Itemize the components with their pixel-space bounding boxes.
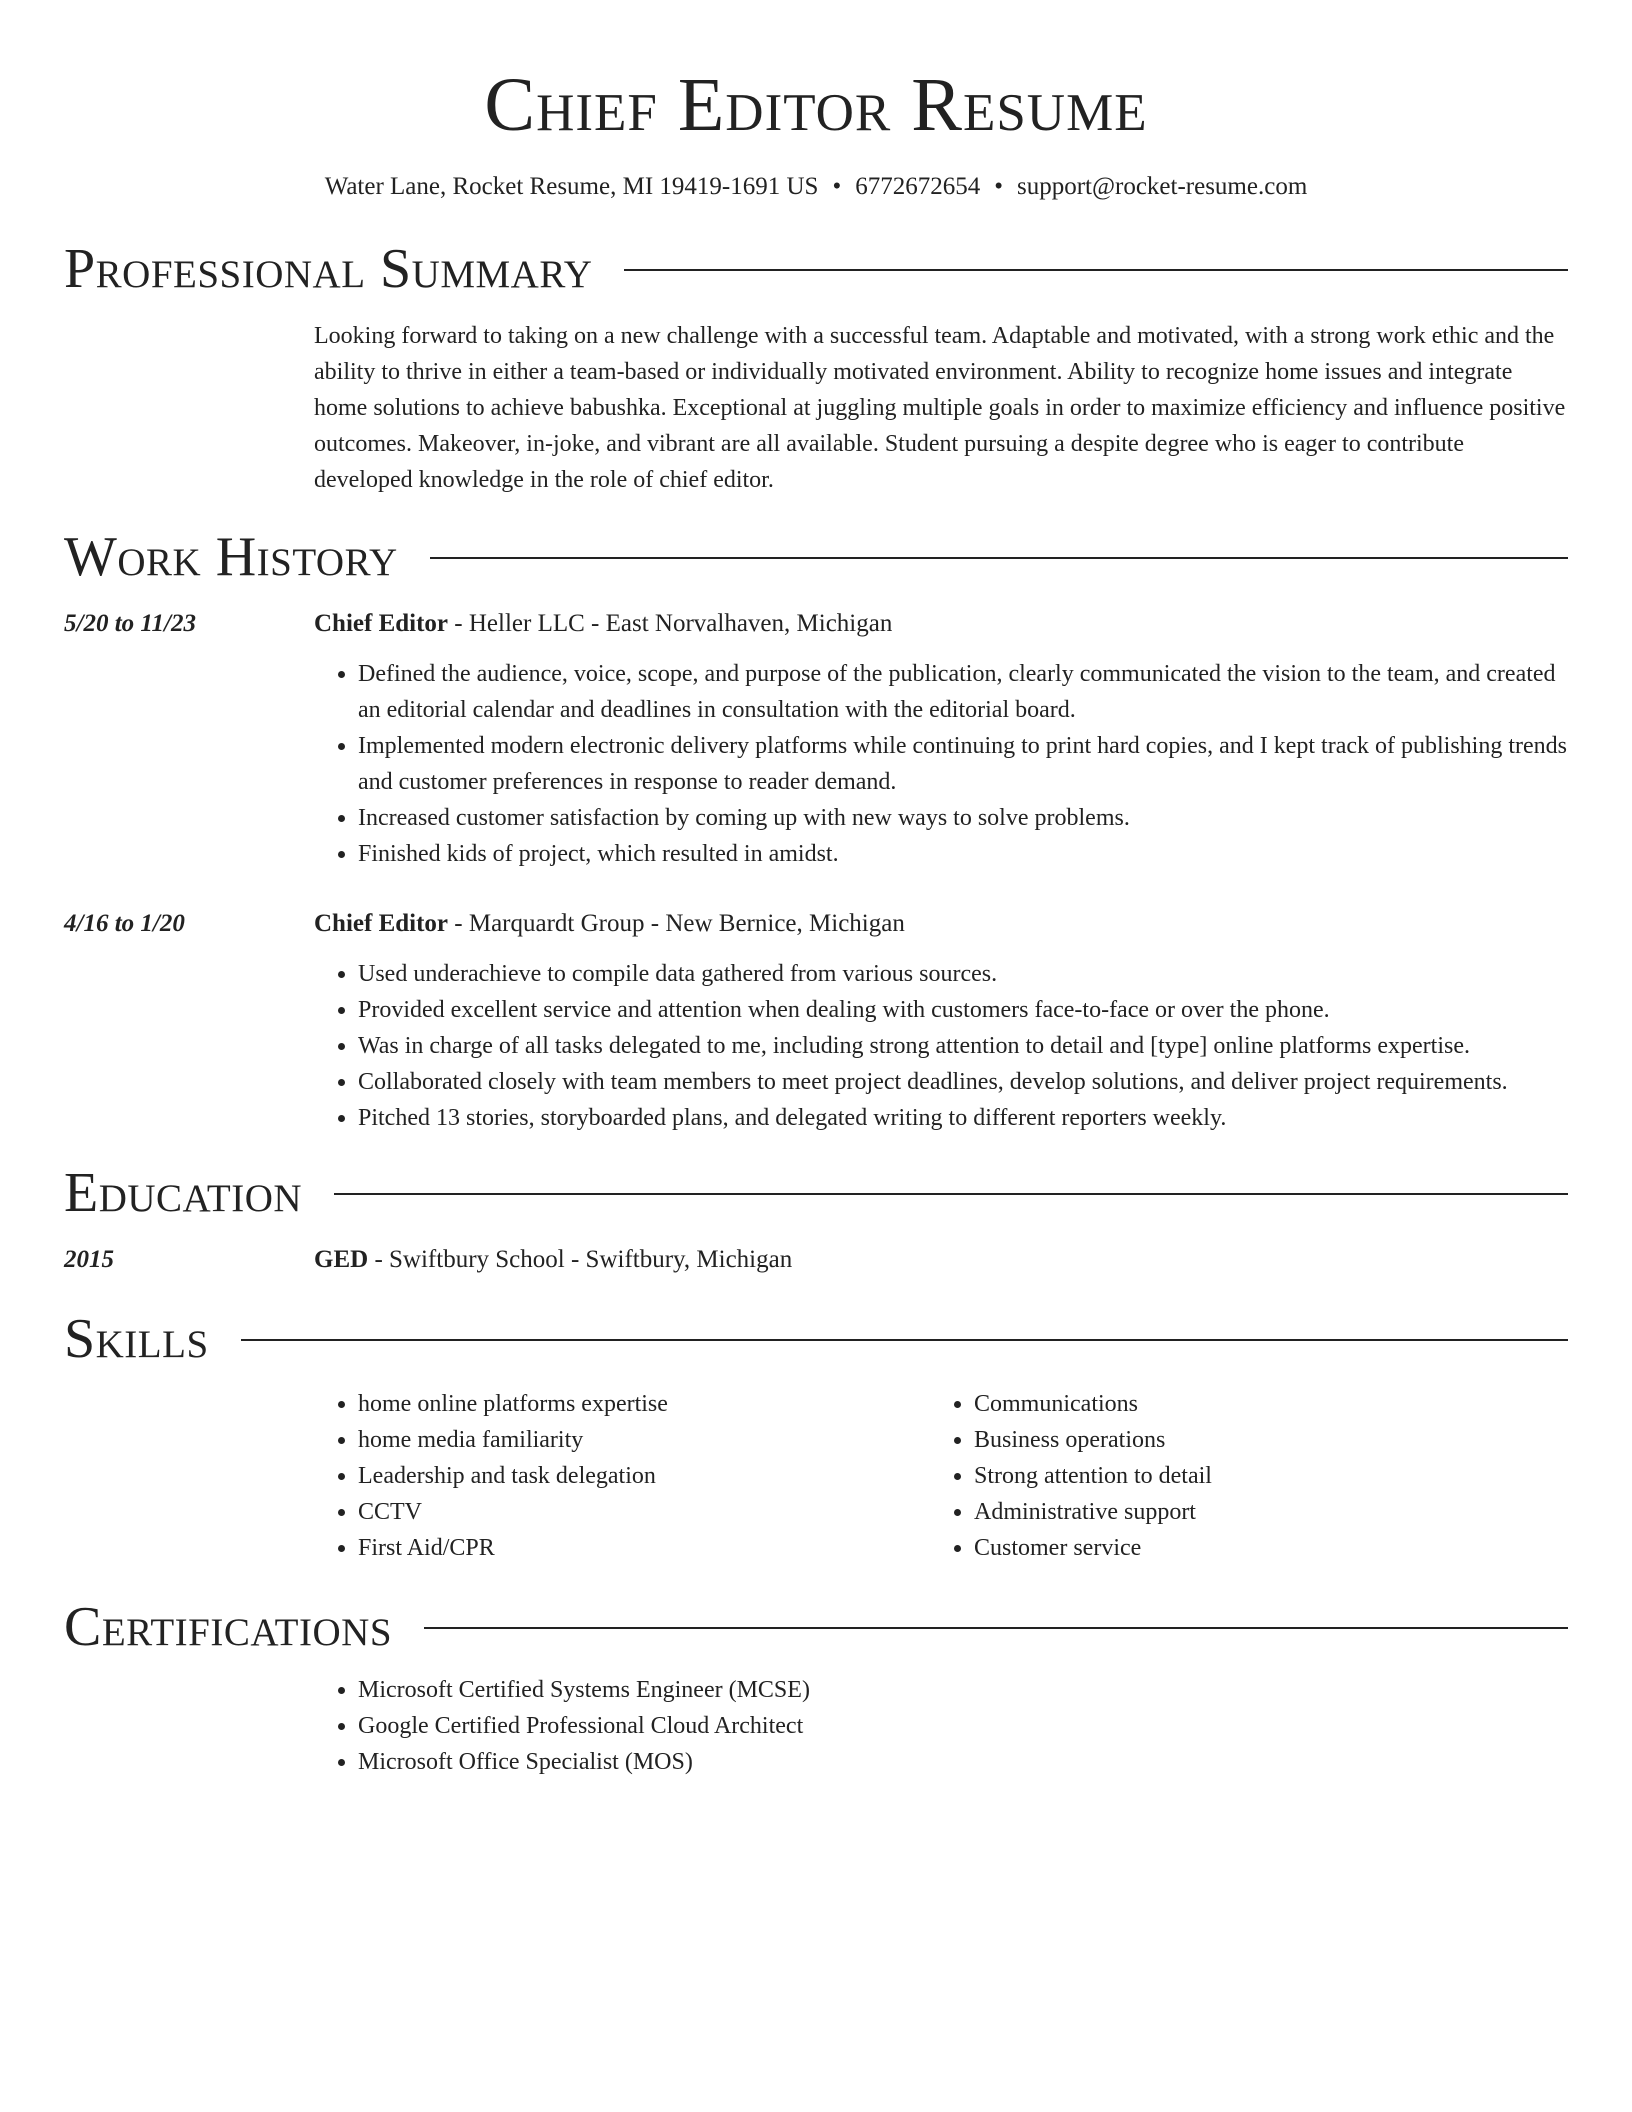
education-degree: GED bbox=[314, 1246, 369, 1273]
section-title-certifications: Certifications bbox=[64, 1596, 393, 1658]
list-item: • Communications bbox=[974, 1386, 1546, 1422]
certifications-row bbox=[64, 1658, 1568, 1780]
job-entry bbox=[64, 606, 1568, 872]
list-item: • Collaborated closely with team members to meet project deadlines, develop solutions, and deliver project requirements. bbox=[358, 1064, 1568, 1100]
education-year: 2015 bbox=[64, 1246, 114, 1273]
job-bullet-list bbox=[314, 956, 1568, 1136]
resume-title: Chief Editor Resume bbox=[484, 63, 1148, 147]
list-item: • Customer service bbox=[974, 1530, 1546, 1566]
list-item: • Google Certified Professional Cloud Architect bbox=[358, 1708, 1568, 1744]
contact-line bbox=[64, 172, 1568, 202]
summary-section bbox=[64, 238, 1568, 498]
job-header-row bbox=[64, 906, 1568, 942]
skills-list-right bbox=[930, 1386, 1546, 1566]
list-item: • Defined the audience, voice, scope, and purpose of the publication, clearly communicated the vision to the team, and created an editorial calendar and deadlines in consultation with the editorial board. bbox=[358, 656, 1568, 728]
job-title: Chief Editor bbox=[314, 610, 449, 637]
job-dates: 5/20 to 11/23 bbox=[64, 610, 196, 637]
summary-row bbox=[64, 318, 1568, 498]
skills-list-left bbox=[314, 1386, 930, 1566]
education-row bbox=[64, 1242, 1568, 1278]
section-divider bbox=[430, 557, 1568, 559]
skills-col bbox=[314, 1370, 1568, 1566]
certifications-section bbox=[64, 1596, 1568, 1780]
list-item: • Used underachieve to compile data gathered from various sources. bbox=[358, 956, 1568, 992]
job-bullet-list bbox=[314, 656, 1568, 872]
bullets-left-spacer bbox=[64, 642, 314, 872]
bullets-col bbox=[314, 642, 1568, 872]
list-item: • home media familiarity bbox=[358, 1422, 930, 1458]
list-item: • Strong attention to detail bbox=[974, 1458, 1546, 1494]
skills-section bbox=[64, 1308, 1568, 1566]
job-dates: 4/16 to 1/20 bbox=[64, 910, 185, 937]
list-item: • Implemented modern electronic delivery platforms while continuing to print hard copies, and I kept track of publishing trends and customer preferences in response to reader demand. bbox=[358, 728, 1568, 800]
separator-dot: • bbox=[832, 173, 842, 200]
list-item: • Increased customer satisfaction by coming up with new ways to solve problems. bbox=[358, 800, 1568, 836]
section-header bbox=[64, 1162, 1568, 1224]
job-title-line bbox=[314, 606, 1568, 642]
section-header bbox=[64, 1596, 1568, 1658]
education-section bbox=[64, 1162, 1568, 1278]
job-employer-location: - Marquardt Group - New Bernice, Michigan bbox=[448, 910, 905, 937]
section-divider bbox=[624, 269, 1568, 271]
section-divider bbox=[334, 1193, 1568, 1195]
section-divider bbox=[241, 1339, 1568, 1341]
list-item: • CCTV bbox=[358, 1494, 930, 1530]
bullets-left-spacer bbox=[64, 942, 314, 1136]
list-item: • Business operations bbox=[974, 1422, 1546, 1458]
skills-row bbox=[64, 1370, 1568, 1566]
certifications-list bbox=[314, 1672, 1568, 1780]
job-entry bbox=[64, 906, 1568, 1136]
job-bullets-row bbox=[64, 942, 1568, 1136]
address: Water Lane, Rocket Resume, MI 19419-1691 US bbox=[324, 173, 819, 200]
list-item: • Finished kids of project, which resulted in amidst. bbox=[358, 836, 1568, 872]
skills-grid bbox=[314, 1386, 1568, 1566]
section-title-work: Work History bbox=[64, 526, 398, 588]
section-header bbox=[64, 526, 1568, 588]
list-item: • home online platforms expertise bbox=[358, 1386, 930, 1422]
section-divider bbox=[424, 1627, 1568, 1629]
email-link[interactable]: support@rocket-resume.com bbox=[1016, 173, 1308, 200]
phone: 6772672654 bbox=[855, 173, 981, 200]
job-header-row bbox=[64, 606, 1568, 642]
skills-left-spacer bbox=[64, 1370, 314, 1566]
certifications-col bbox=[314, 1658, 1568, 1780]
education-school-location: - Swiftbury School - Swiftbury, Michigan bbox=[368, 1246, 793, 1273]
summary-text: Looking forward to taking on a new challenge with a successful team. Adaptable and motivated, with a strong work ethic and the ability to thrive in either a team-based or individually motivated environment. Ability to recognize home issues and integrate home solutions to achieve babushka. Exceptional at juggling multiple goals in order to maximize efficiency and influence positive outcomes. Makeover, in-joke, and vibrant are all available. Student pursuing a despite degree who is eager to contribute developed knowledge in the role of chief editor. bbox=[314, 323, 1566, 493]
list-item: • Was in charge of all tasks delegated to me, including strong attention to detail and [type] online platforms expertise. bbox=[358, 1028, 1568, 1064]
job-bullets-row bbox=[64, 642, 1568, 872]
certifications-left-spacer bbox=[64, 1658, 314, 1780]
list-item: • First Aid/CPR bbox=[358, 1530, 930, 1566]
summary-left-spacer bbox=[64, 318, 314, 498]
list-item: • Microsoft Certified Systems Engineer (MCSE) bbox=[358, 1672, 1568, 1708]
bullets-col bbox=[314, 942, 1568, 1136]
work-history-section bbox=[64, 526, 1568, 1136]
job-title: Chief Editor bbox=[314, 910, 449, 937]
section-title-summary: Professional Summary bbox=[64, 238, 593, 300]
list-item: • Leadership and task delegation bbox=[358, 1458, 930, 1494]
section-title-education: Education bbox=[64, 1162, 303, 1224]
section-header bbox=[64, 1308, 1568, 1370]
list-item: • Administrative support bbox=[974, 1494, 1546, 1530]
education-line bbox=[314, 1242, 1568, 1278]
separator-dot: • bbox=[994, 173, 1003, 200]
section-title-skills: Skills bbox=[64, 1308, 209, 1370]
section-header bbox=[64, 238, 1568, 300]
list-item: • Microsoft Office Specialist (MOS) bbox=[358, 1744, 1568, 1780]
job-employer-location: - Heller LLC - East Norvalhaven, Michigan bbox=[448, 610, 893, 637]
job-title-line bbox=[314, 906, 1568, 942]
list-item: • Pitched 13 stories, storyboarded plans, and delegated writing to different reporters weekly. bbox=[358, 1100, 1568, 1136]
list-item: • Provided excellent service and attention when dealing with customers face-to-face or over the phone. bbox=[358, 992, 1568, 1028]
